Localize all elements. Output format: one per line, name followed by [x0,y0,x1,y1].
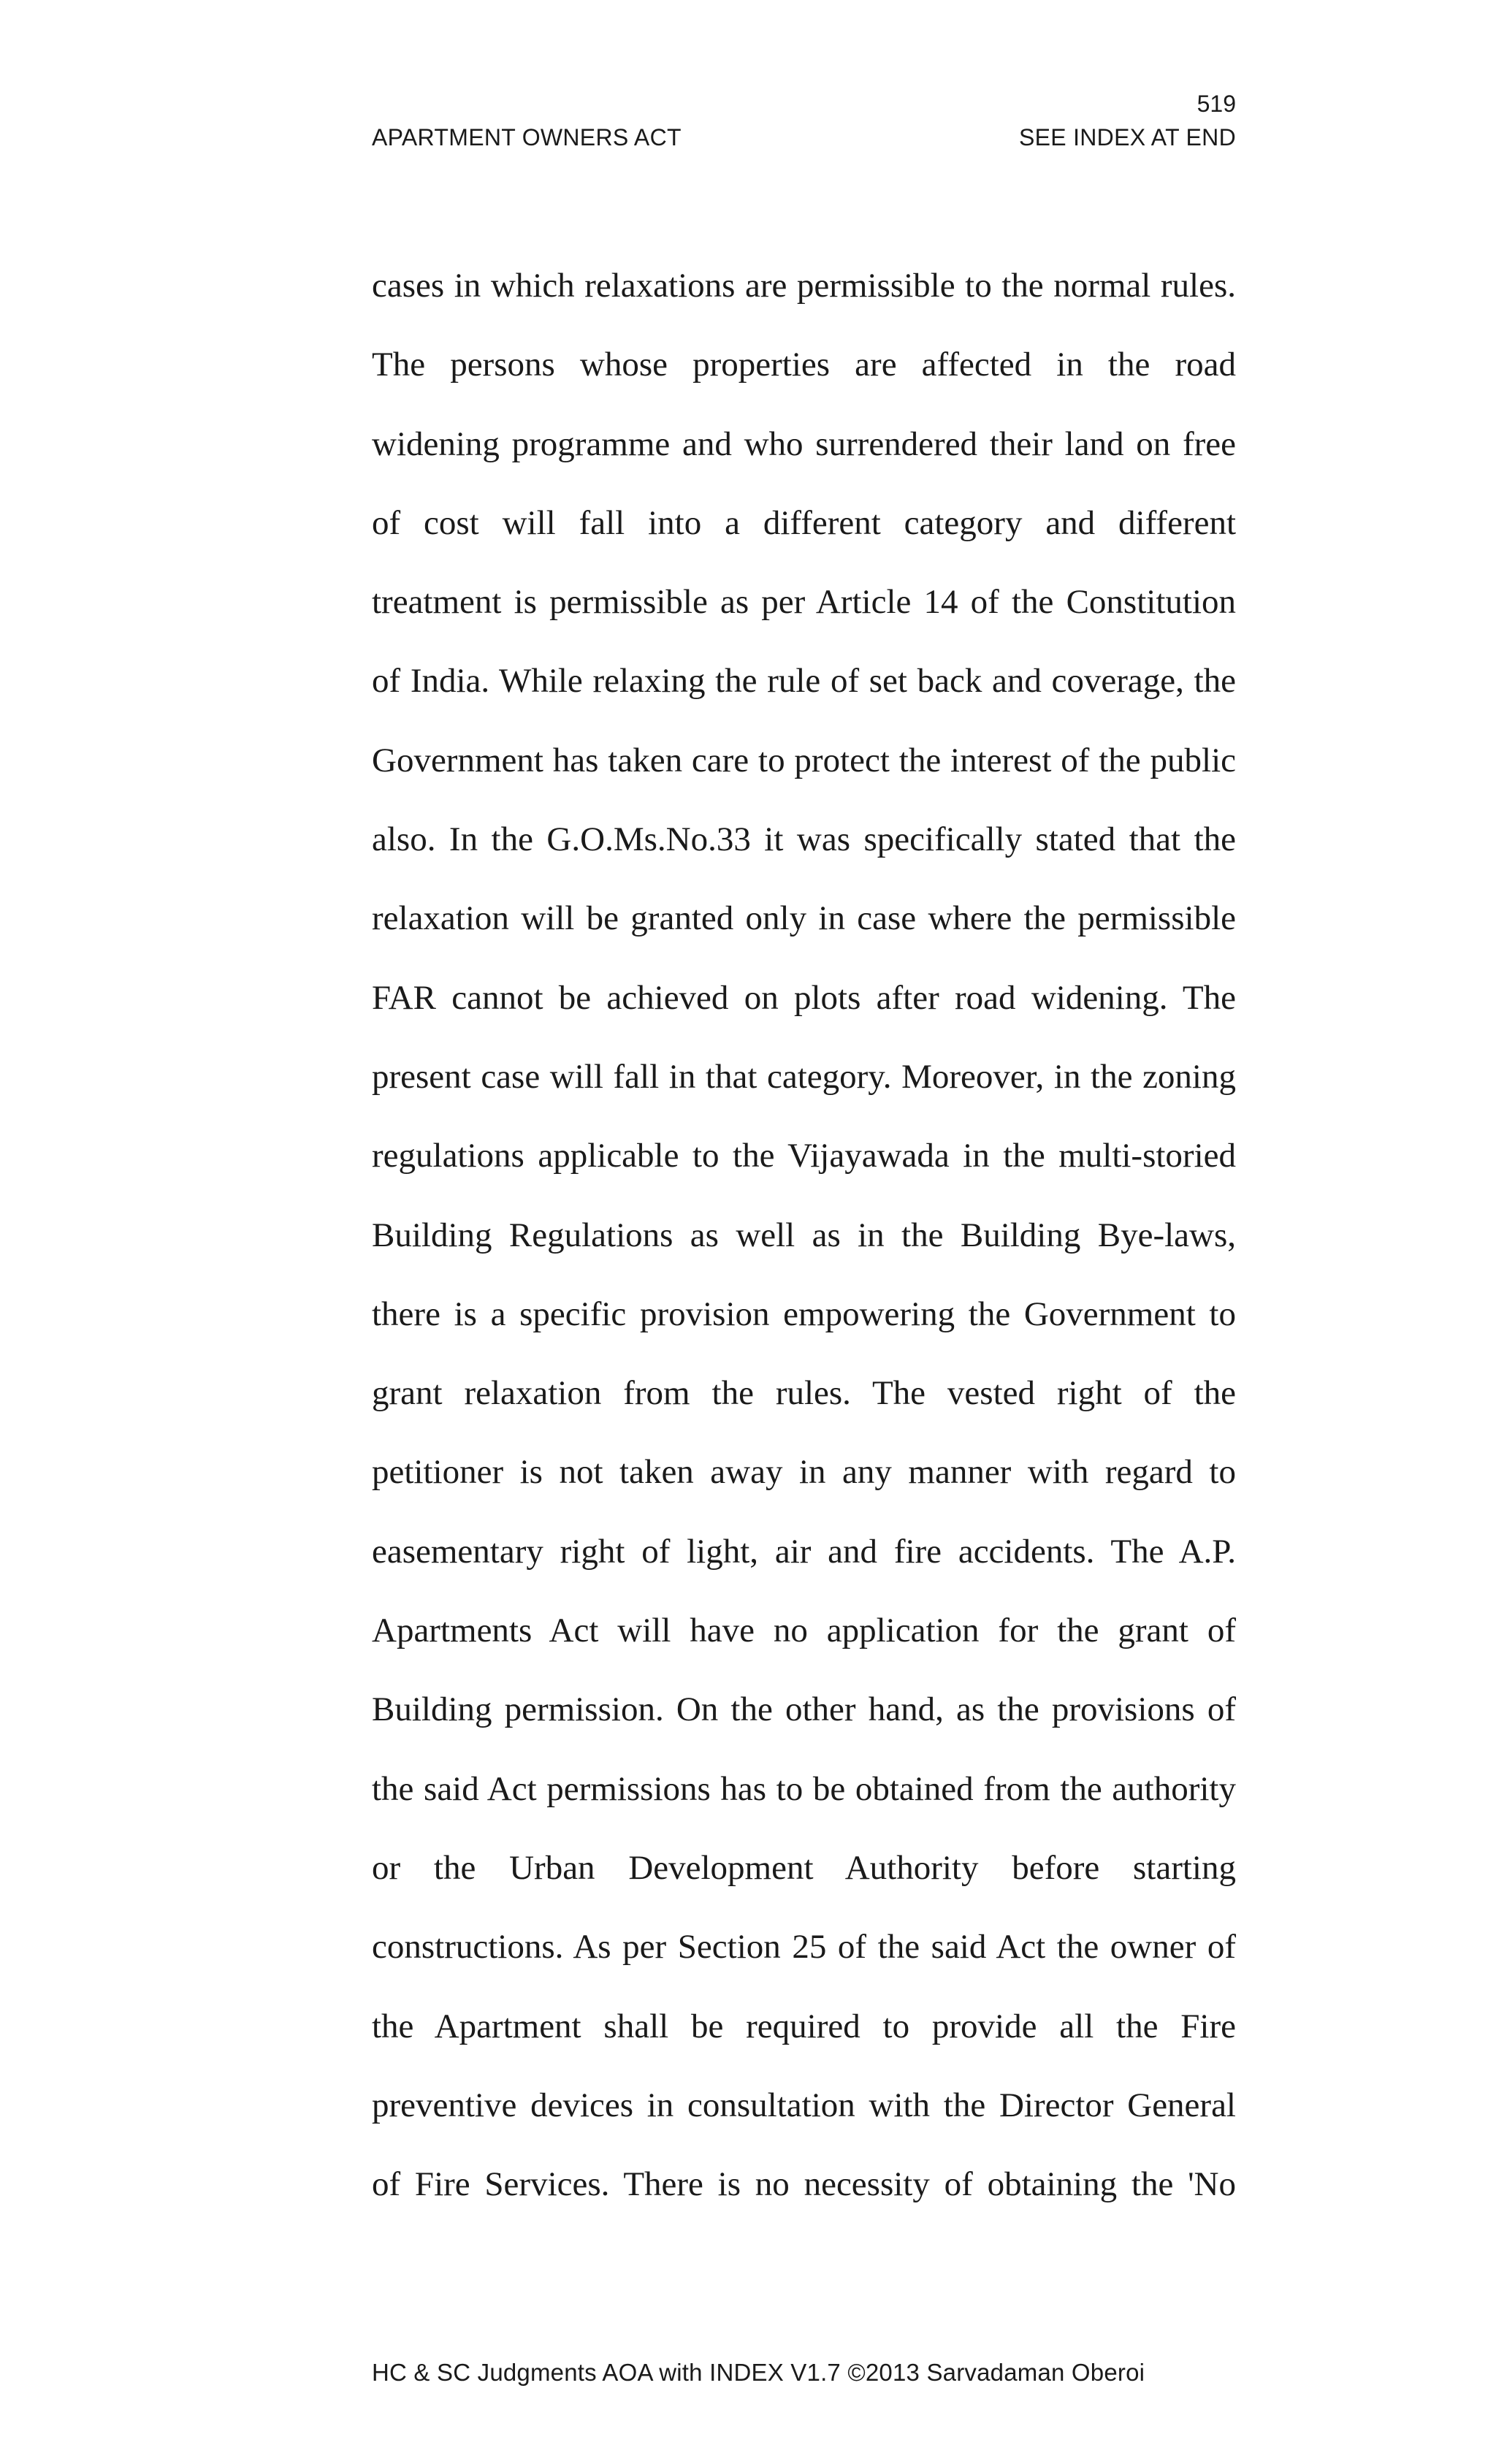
text-line: of Fire Services. There is no necessity of obtaining the 'No [372,2165,1236,2204]
text-line: Government has taken care to protect the interest of the public [372,741,1236,779]
footer-copyright: HC & SC Judgments AOA with INDEX V1.7 ©2013 Sarvadaman Oberoi [372,2359,1145,2386]
page-number: 519 [1197,91,1236,117]
text-line: constructions. As per Section 25 of the said Act the owner of [372,1928,1236,1967]
text-line: Building permission. On the other hand, as the provisions of [372,1690,1236,1729]
text-line: of India. While relaxing the rule of set back and coverage, the [372,662,1236,701]
text-line: widening programme and who surrendered their land on free [372,424,1236,463]
text-line: cases in which relaxations are permissible to the normal rules. [372,267,1236,305]
text-line: relaxation will be granted only in case where the permissible [372,899,1236,938]
text-line: Building Regulations as well as in the Building Bye-laws, [372,1216,1236,1254]
text-line: preventive devices in consultation with the Director General [372,2086,1236,2124]
text-line: FAR cannot be achieved on plots after road widening. The [372,978,1236,1017]
body-text [372,259,1236,2237]
text-line: the said Act permissions has to be obtained from the authority [372,1769,1236,1808]
text-line: present case will fall in that category. Moreover, in the zoning [372,1057,1236,1096]
text-line: of cost will fall into a different category and different [372,503,1236,542]
text-line: there is a specific provision empowering the Government to [372,1294,1236,1333]
text-line: treatment is permissible as per Article 14 of the Constitution [372,583,1236,622]
text-line: the Apartment shall be required to provide all the Fire [372,2007,1236,2045]
text-line: grant relaxation from the rules. The vested right of the [372,1374,1236,1413]
text-line: petitioner is not taken away in any manner with regard to [372,1453,1236,1492]
text-line: regulations applicable to the Vijayawada in the multi-storied [372,1137,1236,1175]
running-header-title: APARTMENT OWNERS ACT [372,124,682,150]
text-line: The persons whose properties are affected in the road [372,346,1236,384]
text-line: easementary right of light, air and fire accidents. The A.P. [372,1532,1236,1571]
text-line: also. In the G.O.Ms.No.33 it was specifically stated that the [372,820,1236,859]
text-line: or the Urban Development Authority before starting [372,1848,1236,1887]
running-header-index-note: SEE INDEX AT END [1018,124,1236,150]
text-line: Apartments Act will have no application for the grant of [372,1611,1236,1650]
